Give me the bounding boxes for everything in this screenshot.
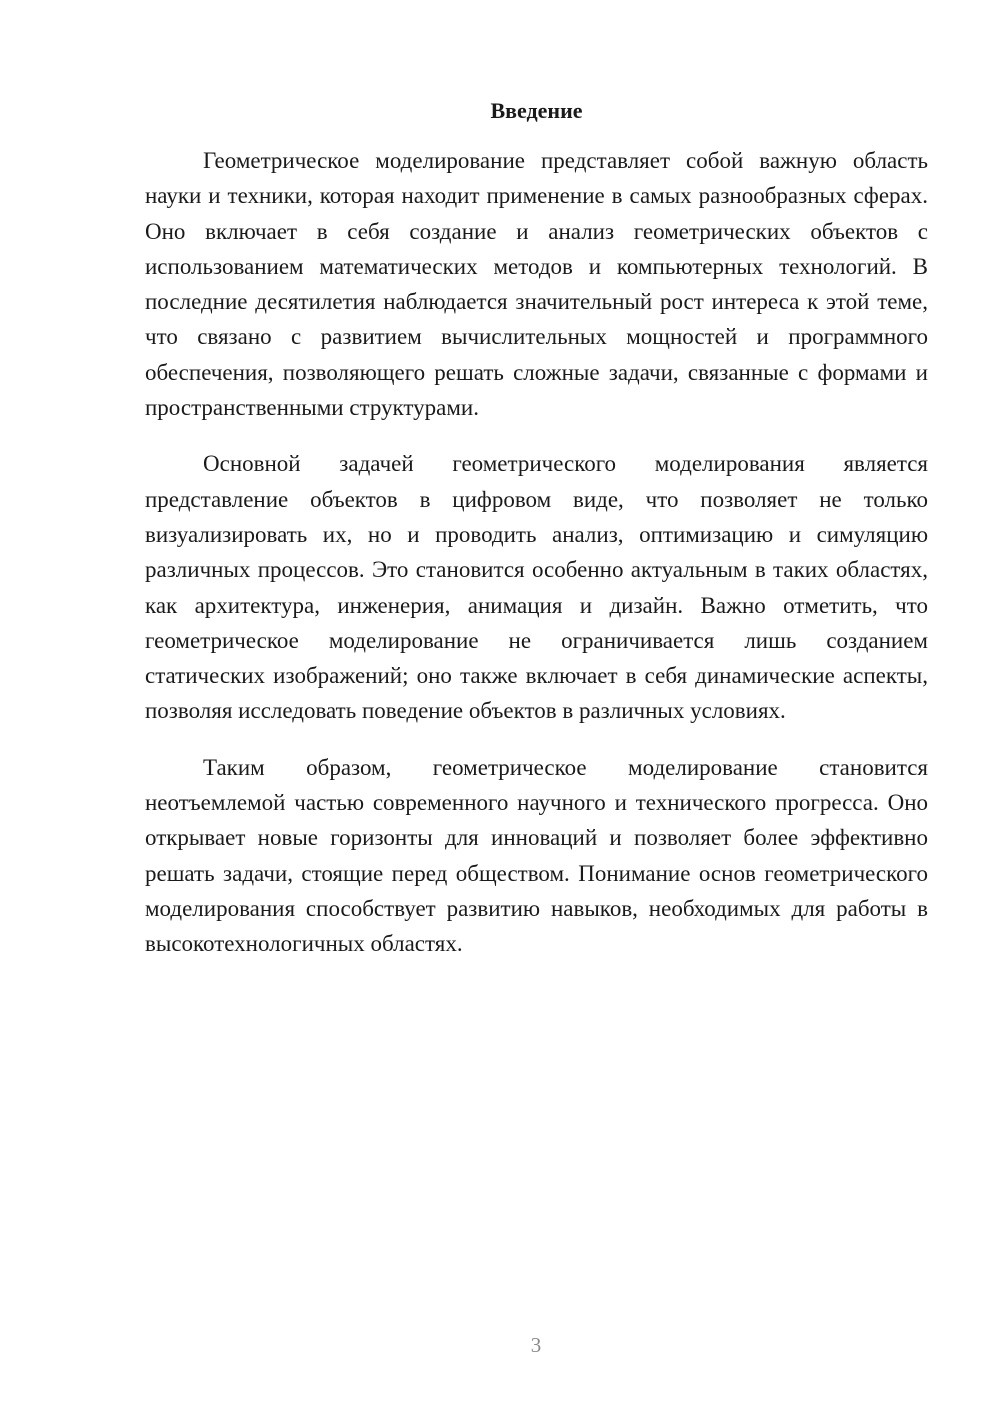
- paragraph-2: Основной задачей геометрического моделирования является представление объектов в цифровом виде, что позволяет не только визуализировать их, но и проводить анализ, оптимизацию и симуляцию различных процессов. Это становится особенно актуальным в таких областях, как архитектура, инженерия, анимация и дизайн. Важно отметить, что геометрическое моделирование не ограничивается лишь созданием статических изображений; оно также включает в себя динамические аспекты, позволяя исследовать поведение объектов в различных условиях.: [145, 451, 928, 724]
- paragraph-1: Геометрическое моделирование представляет собой важную область науки и техники, которая находит применение в самых разнообразных сферах. Оно включает в себя создание и анализ геометрических объектов с использованием математических методов и компьютерных технологий. В последние десятилетия наблюдается значительный рост интереса к этой теме, что связано с развитием вычислительных мощностей и программного обеспечения, позволяющего решать сложные задачи, связанные с формами и пространственными структурами.: [145, 148, 928, 421]
- body-text: [145, 143, 928, 983]
- section-heading: Введение: [490, 98, 583, 123]
- paragraph-3: Таким образом, геометрическое моделирование становится неотъемлемой частью современного научного и технического прогресса. Оно открывает новые горизонты для инноваций и позволяет более эффективно решать задачи, стоящие перед обществом. Понимание основ геометрического моделирования способствует развитию навыков, необходимых для работы в высокотехнологичных областях.: [145, 754, 928, 957]
- page-number: 3: [530, 1333, 542, 1357]
